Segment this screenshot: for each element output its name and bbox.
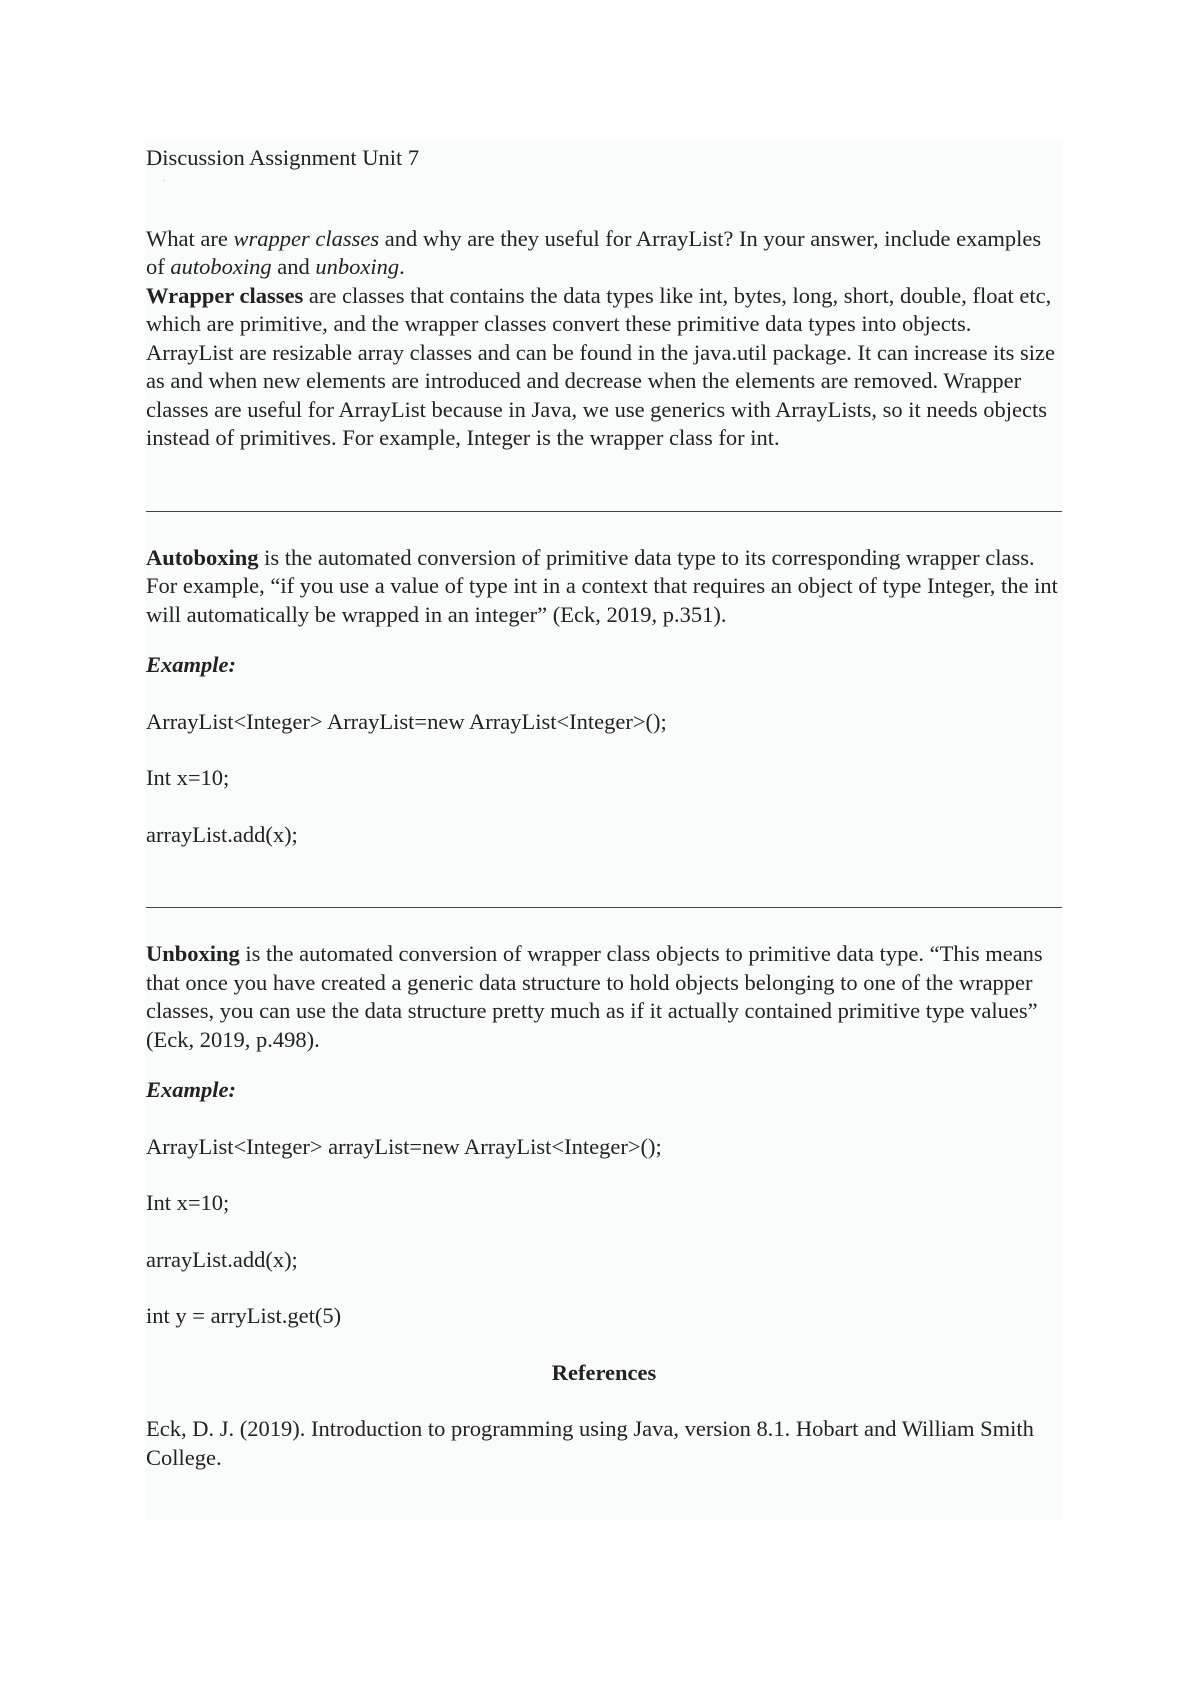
question-term-wrapper-classes: wrapper classes	[233, 225, 380, 251]
references-heading: References	[551, 1359, 657, 1385]
autoboxing-text: is the automated conversion of primitive data type to its corresponding wrapper class. For example, “if you use a value of type int in a context that requires an object of type Integer, the int will automatically be wrapped in an integer” (Eck, 2019, p.351).	[146, 544, 1058, 627]
question-text-1: What are	[146, 225, 234, 251]
unboxing-term: Unboxing	[146, 941, 240, 966]
question-text-4: .	[399, 254, 405, 279]
question-text-2: and why are they useful for ArrayList? In your answer, include examples of	[146, 225, 1042, 279]
reference-entry: Eck, D. J. (2019). Introduction to programming using Java, version 8.1. Hobart and William Smith College.	[146, 1416, 1034, 1470]
autoboxing-paragraph	[146, 544, 1062, 630]
unboxing-example-label: Example:	[146, 1077, 236, 1102]
question-term-unboxing: unboxing	[315, 254, 400, 279]
document-body	[146, 144, 1062, 1472]
stray-mark-line	[146, 173, 1062, 225]
autoboxing-term: Autoboxing	[146, 544, 259, 570]
unboxing-code-line-4: int y = arryList.get(5)	[146, 1303, 342, 1328]
wrapper-classes-term: Wrapper classes	[146, 282, 304, 308]
unboxing-code-line-3: arrayList.add(x);	[146, 1246, 298, 1272]
autoboxing-example-label: Example:	[146, 652, 236, 677]
question-term-autoboxing: autoboxing	[170, 254, 272, 279]
document-title: Discussion Assignment Unit 7	[146, 145, 420, 170]
unboxing-paragraph	[146, 940, 1062, 1054]
autoboxing-code-line-2: Int x=10;	[146, 765, 230, 790]
autoboxing-code-line-1: ArrayList<Integer> ArrayList=new ArrayList<Integer>();	[146, 708, 667, 734]
stray-mark: ·	[162, 175, 166, 187]
unboxing-code-line-1: ArrayList<Integer> arrayList=new ArrayList<Integer>();	[146, 1133, 662, 1159]
question-text-3: and	[271, 254, 316, 279]
autoboxing-code-line-3: arrayList.add(x);	[146, 821, 298, 847]
question-paragraph	[146, 225, 1062, 282]
unboxing-text: is the automated conversion of wrapper class objects to primitive data type. “This means that once you have created a generic data structure to hold objects belonging to one of the wrapper classes, you can use the data structure pretty much as if it actually contained primitive type values” (Eck, 2019, p.498).	[146, 941, 1043, 1052]
wrapper-classes-paragraph	[146, 282, 1062, 453]
unboxing-code-line-2: Int x=10;	[146, 1190, 230, 1215]
wrapper-classes-text: are classes that contains the data types like int, bytes, long, short, double, float etc, which are primitive, and the wrapper classes convert these primitive data types into objects. ArrayList are resizable array classes and can be found in the java.util package. It can increase its size as and when new elements are introduced and decrease when the elements are removed. Wrapper classes are useful for ArrayList because in Java, we use generics with ArrayLists, so it needs objects instead of primitives. For example, Integer is the wrapper class for int.	[146, 282, 1055, 450]
